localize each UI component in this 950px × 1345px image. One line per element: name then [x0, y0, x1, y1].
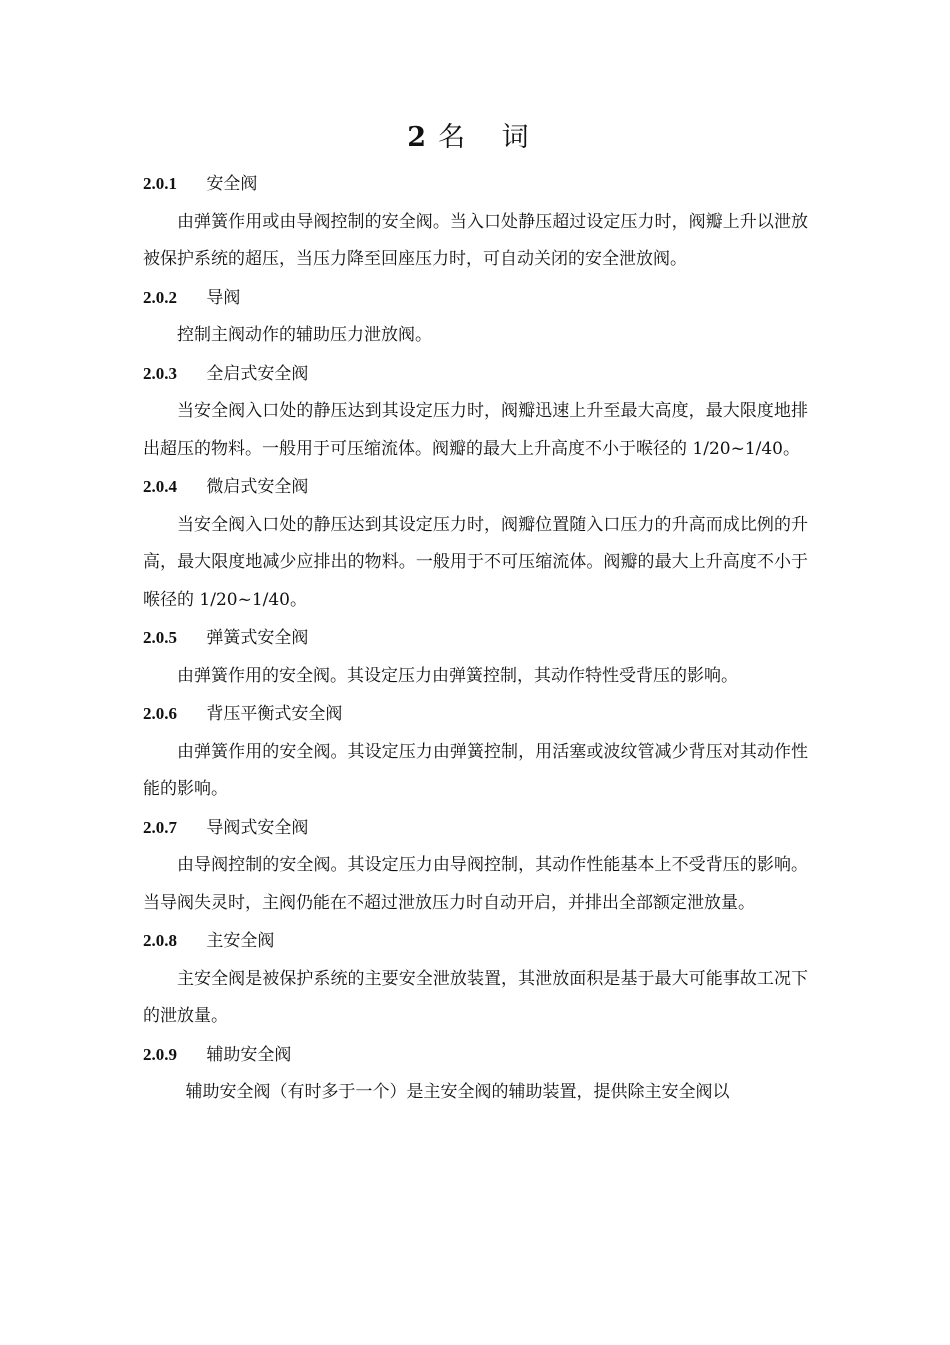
- section-paragraph: 当安全阀入口处的静压达到其设定压力时，阀瓣迅速上升至最大高度，最大限度地排出超压的物料。一般用于可压缩流体。阀瓣的最大上升高度不小于喉径的 1/20~1/40。: [143, 401, 808, 459]
- section-heading-2-0-4: [143, 468, 808, 507]
- section-term: 背压平衡式安全阀: [206, 704, 343, 724]
- section-term: 主安全阀: [206, 931, 275, 951]
- section-code: 2.0.3: [143, 363, 177, 383]
- section-term: 导阀: [206, 287, 241, 308]
- section-paragraph: 由导阀控制的安全阀。其设定压力由导阀控制，其动作性能基本上不受背压的影响。当导阀失灵时，主阀仍能在不超过泄放压力时自动开启，并排出全部额定泄放量。: [143, 855, 808, 913]
- section-heading-2-0-7: [143, 809, 808, 848]
- section-term: 导阀式安全阀: [206, 817, 309, 838]
- section-code: 2.0.7: [143, 817, 177, 837]
- section-code: 2.0.4: [143, 477, 177, 496]
- chapter-number: 2: [407, 122, 427, 153]
- section-code: 2.0.9: [143, 1044, 177, 1064]
- section-heading-2-0-1: [143, 165, 808, 204]
- section-code: 2.0.8: [143, 931, 177, 950]
- section-heading-2-0-9: [143, 1036, 808, 1075]
- section-term: 弹簧式安全阀: [206, 628, 309, 648]
- section-heading-2-0-8: [143, 922, 808, 961]
- section-heading-2-0-5: [143, 619, 808, 658]
- section-paragraph: 当安全阀入口处的静压达到其设定压力时，阀瓣位置随入口压力的升高而成比例的升高，最大限度地减少应排出的物料。一般用于不可压缩流体。阀瓣的最大上升高度不小于喉径的 1/20~1/40。: [143, 514, 808, 610]
- section-term: 微启式安全阀: [206, 477, 309, 497]
- section-heading-2-0-2: [143, 279, 808, 318]
- section-code: 2.0.6: [143, 704, 177, 723]
- section-term: 辅助安全阀: [206, 1044, 292, 1065]
- chapter-title-text: 名 词: [438, 122, 543, 153]
- section-heading-2-0-6: [143, 695, 808, 734]
- document-body: [143, 165, 808, 1112]
- section-paragraph: 控制主阀动作的辅助压力泄放阀。: [177, 325, 432, 345]
- chapter-title: [0, 118, 950, 158]
- section-paragraph: 由弹簧作用的安全阀。其设定压力由弹簧控制，用活塞或波纹管减少背压对其动作性能的影响。: [143, 741, 808, 799]
- section-code: 2.0.1: [143, 174, 177, 193]
- section-paragraph: 主安全阀是被保护系统的主要安全泄放装置，其泄放面积是基于最大可能事故工况下的泄放量。: [143, 968, 808, 1026]
- section-code: 2.0.2: [143, 287, 177, 307]
- section-paragraph: 由弹簧作用或由导阀控制的安全阀。当入口处静压超过设定压力时，阀瓣上升以泄放被保护系统的超压，当压力降至回座压力时，可自动关闭的安全泄放阀。: [143, 211, 808, 269]
- section-code: 2.0.5: [143, 628, 177, 647]
- section-paragraph: 辅助安全阀（有时多于一个）是主安全阀的辅助装置，提供除主安全阀以: [185, 1082, 730, 1102]
- section-heading-2-0-3: [143, 355, 808, 394]
- section-paragraph: 由弹簧作用的安全阀。其设定压力由弹簧控制，其动作特性受背压的影响。: [177, 665, 738, 686]
- section-term: 安全阀: [206, 174, 258, 194]
- section-term: 全启式安全阀: [206, 363, 309, 384]
